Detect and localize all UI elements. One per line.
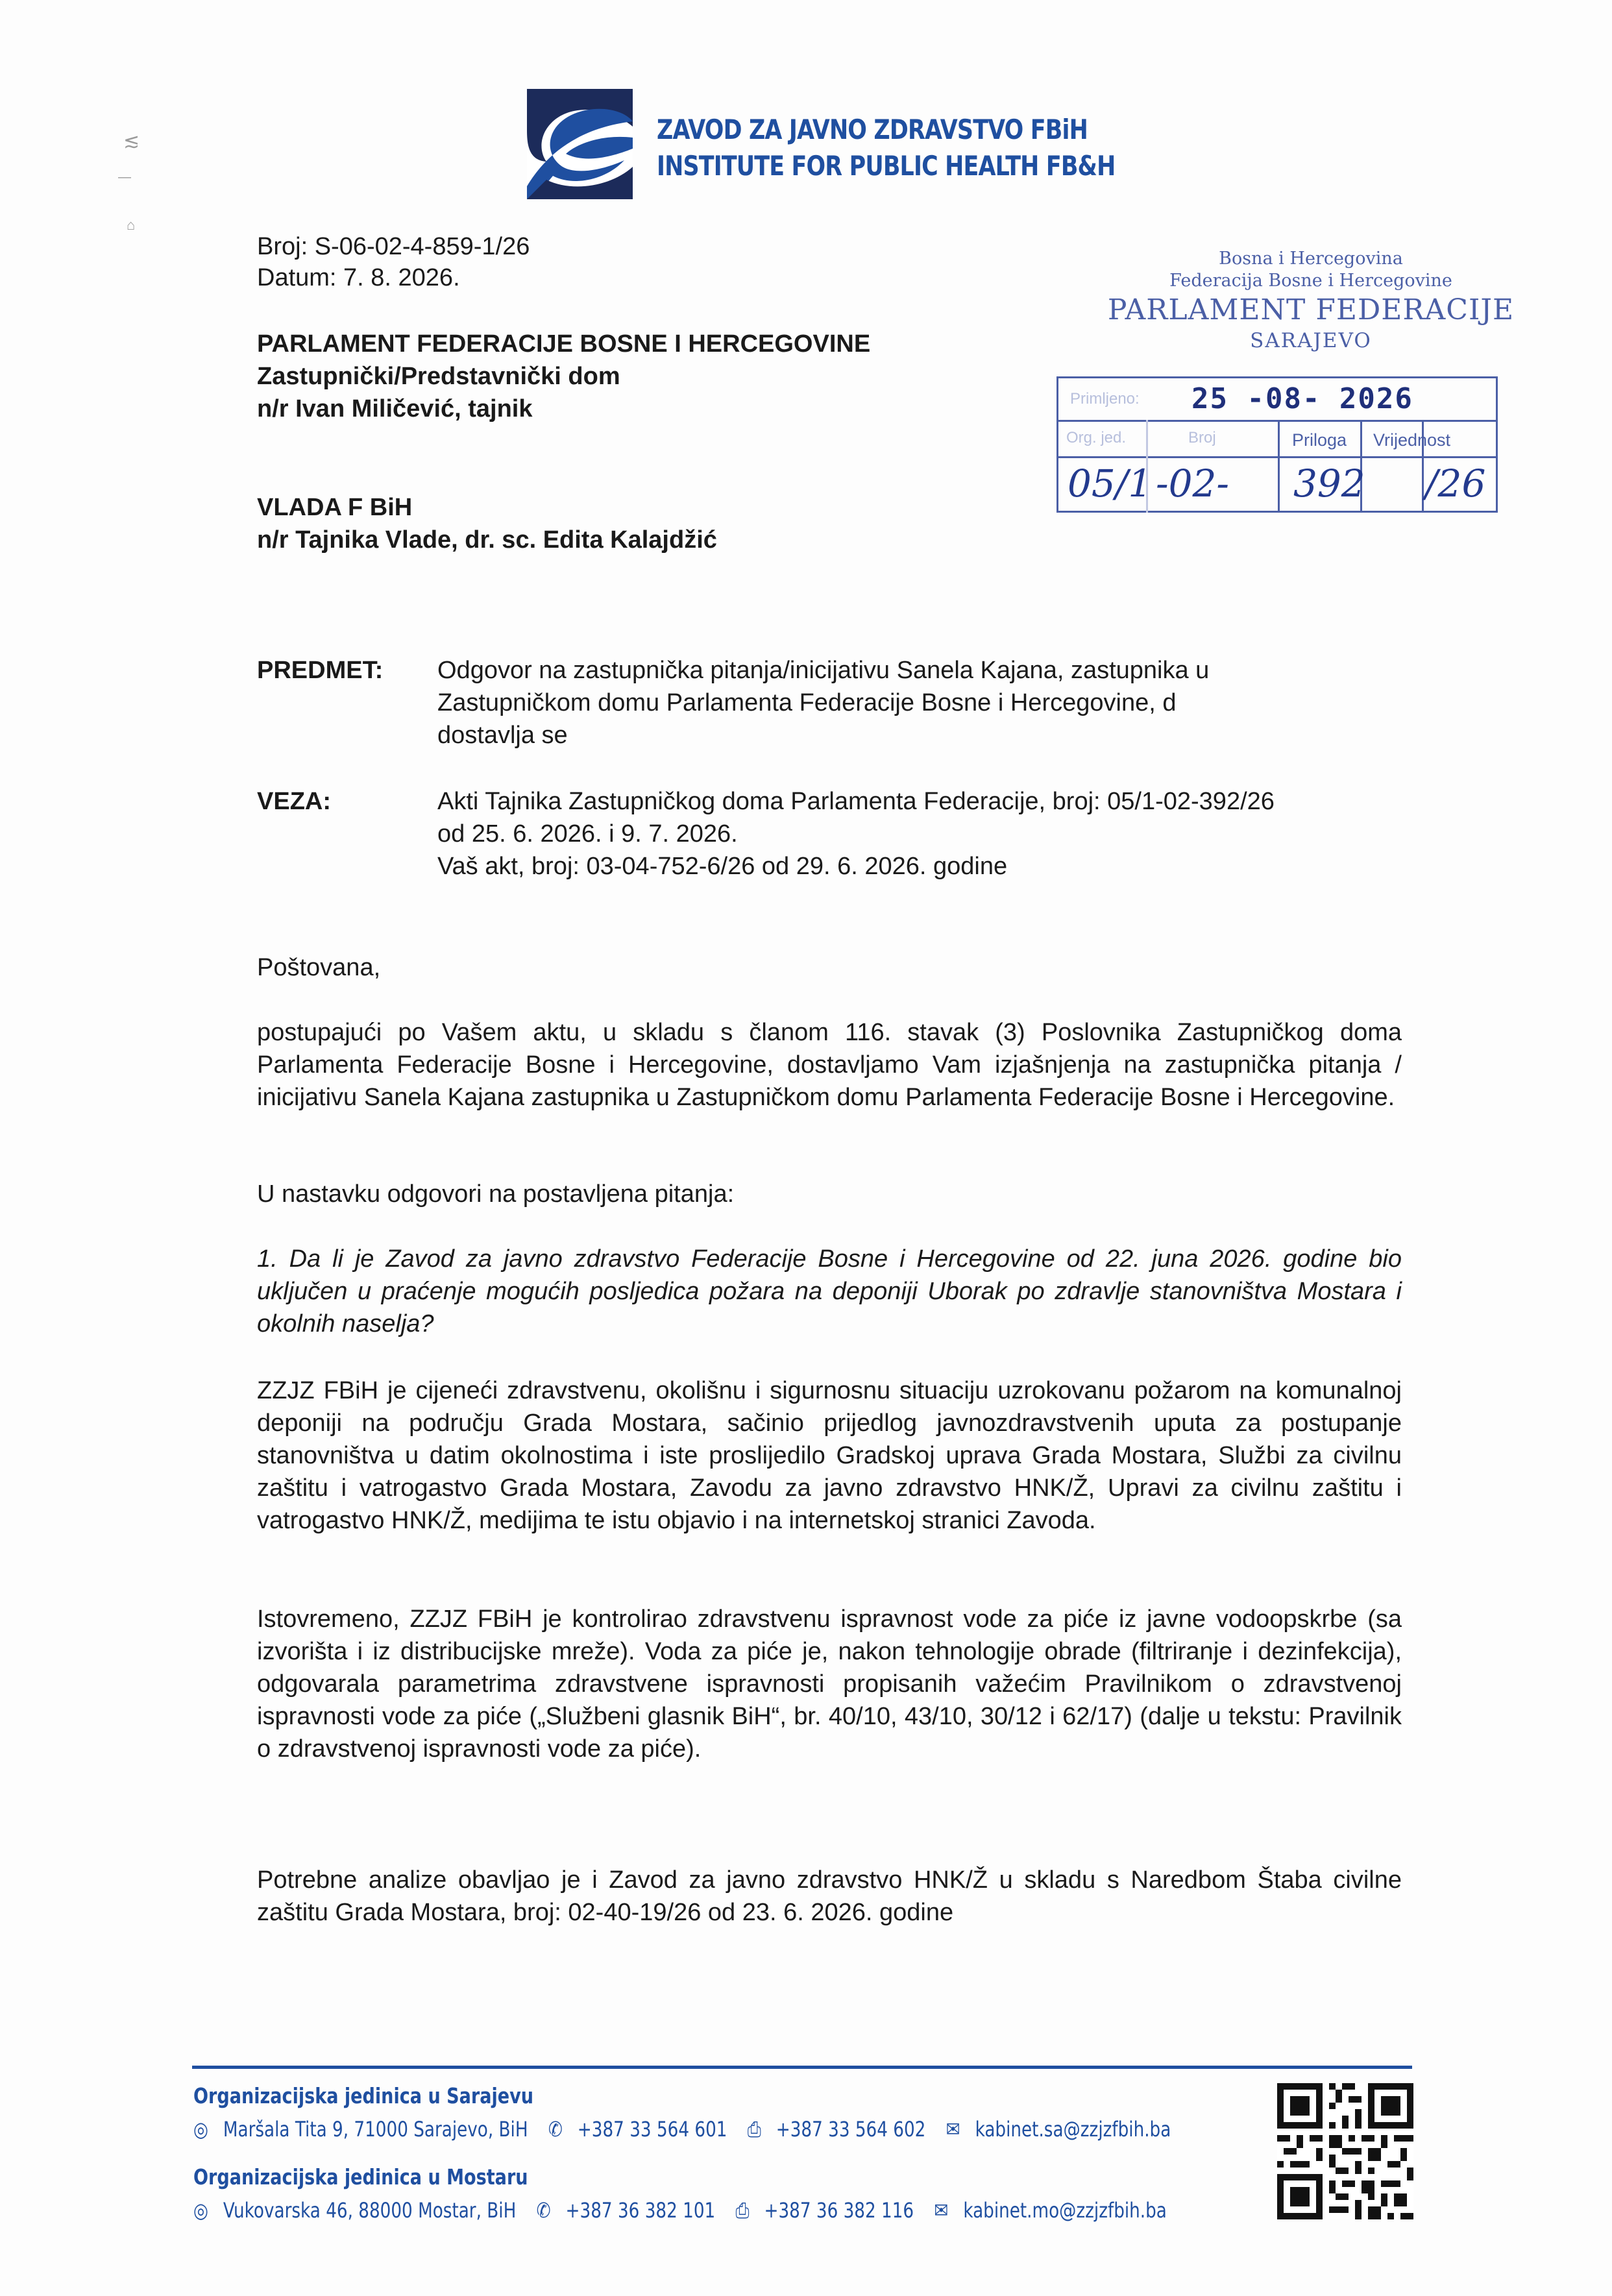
footer-sarajevo-fax: +387 33 564 602: [775, 2117, 926, 2142]
reference-line: od 25. 6. 2026. i 9. 7. 2026.: [437, 820, 738, 848]
parliament-stamp-header: [1045, 248, 1577, 353]
fax-icon: ⎙: [735, 2198, 750, 2223]
body-paragraph: postupajući po Vašem aktu, u skladu s članom 116. stavak (3) Poslovnika Zastupničkog doma Parlamenta Federacije Bosne i Hercegovine, dostavljamo Vam izjašnjenja na zastupnička pitanja / inicijativu Sanela Kajana zastupnika u Zastupničkom domu Parlamenta Federacije Bosne i Hercegovine.: [257, 1019, 1402, 1111]
stamp-received-date: 25 -08- 2026: [1191, 382, 1413, 415]
stamp-handwritten-attachments: 392: [1293, 461, 1365, 506]
institute-name-en: INSTITUTE FOR PUBLIC HEALTH FB&H: [657, 150, 1116, 182]
qr-code-icon[interactable]: [1277, 2083, 1413, 2219]
institute-name-local: ZAVOD ZA JAVNO ZDRAVSTVO FBiH: [657, 114, 1088, 145]
stamp-divider: [1278, 420, 1280, 513]
question-1: 1. Da li je Zavod za javno zdravstvo Federacije Bosne i Hercegovine od 22. juna 2026. godine bio uključen u praćenje mogućih posljedica požara na deponiji Uborak po zdravlje stanovništva Mostara i okolnih naselja?: [257, 1245, 1402, 1337]
margin-mark: ⌂: [127, 217, 136, 233]
subject-line: Zastupničkom domu Parlamenta Federacije Bosne i Hercegovine, d: [437, 689, 1177, 716]
institute-name: [657, 112, 1116, 184]
subject-line: Odgovor na zastupnička pitanja/inicijativu Sanela Kajana, zastupnika u: [437, 657, 1210, 684]
body-paragraph: Istovremeno, ZZJZ FBiH je kontrolirao zdravstvenu ispravnost vode za piće iz javne vodoopskrbe (sa izvorišta i iz distribucijske mreže). Voda za piće je, nakon tehnologije obrade (filtriranje i dezinfekcija), odgovarala parametrima zdravstvene ispravnosti propisanih važećim Pravilnikom o zdravstvenoj ispravnosti vode za piće („Službeni glasnik BiH“, br. 40/10, 43/10, 30/12 i 62/17) (dalje u tekstu: Pravilnik o zdravstvenoj ispravnosti vode za piće).: [257, 1606, 1402, 1763]
recipient2-name: VLADA F BiH: [257, 494, 413, 521]
reference-label: VEZA:: [257, 788, 331, 815]
institute-logo-icon: [527, 89, 633, 199]
subject-label: PREDMET:: [257, 657, 384, 684]
stamp-line2: Federacija Bosne i Hercegovine: [1169, 271, 1452, 291]
footer-mostar-email[interactable]: kabinet.mo@zzjzfbih.ba: [963, 2198, 1167, 2223]
stamp-line4: SARAJEVO: [1250, 329, 1372, 352]
stamp-label-org: Org. jed.: [1066, 429, 1127, 446]
stamp-label-value: Vrijednost: [1373, 430, 1451, 450]
reference-line: Vaš akt, broj: 03-04-752-6/26 od 29. 6. 2026. godine: [437, 853, 1008, 880]
envelope-icon: ✉: [934, 2198, 949, 2223]
stamp-handwritten-org: 05/1: [1068, 461, 1153, 506]
recipient1-dept: Zastupnički/Predstavnički dom: [257, 363, 620, 390]
phone-icon: ✆: [536, 2198, 551, 2223]
location-pin-icon: ◎: [193, 2198, 208, 2223]
footer-mostar-title: Organizacijska jedinica u Mostaru: [193, 2164, 528, 2190]
stamp-handwritten-number: -02-: [1156, 461, 1229, 506]
envelope-icon: ✉: [946, 2117, 960, 2142]
recipient1-attn: n/r Ivan Miličević, tajnik: [257, 395, 533, 422]
body-paragraph: U nastavku odgovori na postavljena pitanja:: [257, 1180, 735, 1208]
footer-divider: [192, 2066, 1412, 2069]
reference-line: Akti Tajnika Zastupničkog doma Parlamenta Federacije, broj: 05/1-02-392/26: [437, 788, 1275, 815]
footer-mostar-address: Vukovarska 46, 88000 Mostar, BiH: [223, 2198, 517, 2223]
doc-number: Broj: S-06-02-4-859-1/26: [257, 233, 530, 260]
stamp-label-attachments: Priloga: [1292, 430, 1347, 450]
margin-mark: ≲: [123, 130, 140, 152]
stamp-line3: PARLAMENT FEDERACIJE: [1107, 293, 1515, 326]
recipient2-attn: n/r Tajnika Vlade, dr. sc. Edita Kalajdžić: [257, 526, 717, 554]
subject-line: dostavlja se: [437, 722, 568, 749]
footer-mostar-phone[interactable]: +387 36 382 101: [565, 2198, 716, 2223]
stamp-label-received: Primljeno:: [1070, 390, 1140, 408]
footer-sarajevo-email[interactable]: kabinet.sa@zzjzfbih.ba: [975, 2117, 1171, 2142]
location-pin-icon: ◎: [193, 2117, 208, 2142]
margin-mark: —: [118, 170, 131, 184]
footer-mostar-contacts: [193, 2198, 1182, 2223]
footer-sarajevo-phone[interactable]: +387 33 564 601: [577, 2117, 727, 2142]
footer-sarajevo-address: Maršala Tita 9, 71000 Sarajevo, BiH: [223, 2117, 528, 2142]
body-paragraph: Potrebne analize obavljao je i Zavod za javno zdravstvo HNK/Ž u skladu s Naredbom Štaba civilne zaštitu Grada Mostara, broj: 02-40-19/26 od 23. 6. 2026. godine: [257, 1866, 1402, 1926]
body-paragraph: ZZJZ FBiH je cijeneći zdravstvenu, okolišnu i sigurnosnu situaciju uzrokovanu požarom na komunalnoj deponiji na području Grada Mostara, sačinio prijedlog javnozdravstvenih uputa za postupanje stanovništva u datim okolnostima i iste proslijedilo Gradskoj uprava Grada Mostara, Službi za civilnu zaštitu i vatrogastvo Grada Mostara, Zavodu za javno zdravstvo HNK/Ž, Upravi za civilnu zaštitu i vatrogastvo HNK/Ž, medijima te istu objavio i na internetskoj stranici Zavoda.: [257, 1377, 1402, 1534]
footer-sarajevo-title: Organizacijska jedinica u Sarajevu: [193, 2083, 534, 2108]
stamp-handwritten-value: /26: [1425, 461, 1486, 506]
stamp-label-number: Broj: [1188, 429, 1216, 446]
salutation: Poštovana,: [257, 954, 381, 981]
doc-date: Datum: 7. 8. 2026.: [257, 264, 460, 291]
parliament-stamp-grid: [1056, 376, 1498, 513]
stamp-line1: Bosna i Hercegovina: [1219, 249, 1403, 269]
recipient1-name: PARLAMENT FEDERACIJE BOSNE I HERCEGOVINE: [257, 330, 871, 358]
fax-icon: ⎙: [747, 2117, 761, 2142]
footer-sarajevo-contacts: [193, 2117, 1186, 2142]
phone-icon: ✆: [548, 2117, 563, 2142]
footer-mostar-fax: +387 36 382 116: [764, 2198, 914, 2223]
